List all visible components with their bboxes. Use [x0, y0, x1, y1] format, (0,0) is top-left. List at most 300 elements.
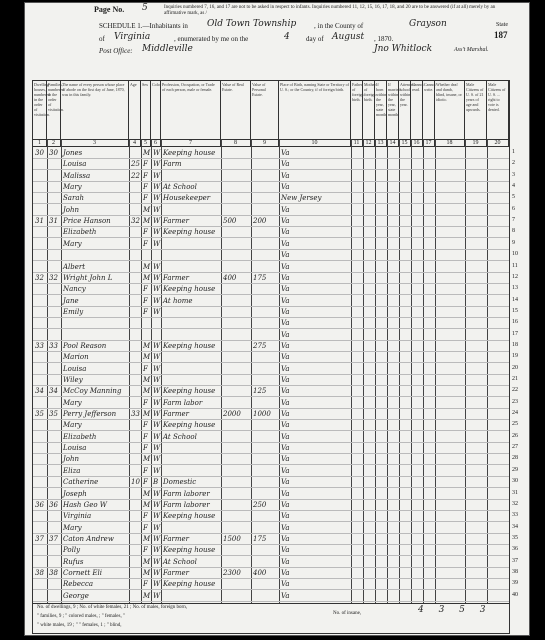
column-number: 6 [151, 139, 161, 147]
birthplace: Va [281, 557, 290, 566]
family-number [49, 511, 60, 522]
row-number: 17 [512, 330, 518, 337]
real-estate-value [223, 386, 250, 397]
person-color [153, 330, 160, 341]
person-age [131, 148, 140, 159]
personal-estate-value [253, 454, 278, 465]
personal-estate-value [253, 182, 278, 193]
dwelling-number [35, 159, 46, 170]
page-summary [32, 603, 510, 634]
person-color: W [153, 568, 161, 577]
personal-estate-value [253, 159, 278, 170]
real-estate-value [223, 364, 250, 375]
birthplace: Va [281, 410, 290, 419]
person-sex: F [143, 523, 148, 532]
column-header: Age [129, 81, 141, 139]
dwelling-number [35, 193, 46, 204]
page-number: 5 [142, 3, 148, 13]
family-number: 35 [49, 410, 58, 419]
person-age [131, 182, 140, 193]
column-number: 4 [129, 139, 141, 147]
person-color: W [153, 398, 161, 407]
page-stamp-number: 187 [494, 30, 508, 40]
occupation [163, 205, 220, 216]
person-color: W [153, 466, 161, 475]
person-name: McCoy Manning [63, 387, 122, 396]
person-age [131, 193, 140, 204]
personal-estate-value [253, 352, 278, 363]
column-number: 9 [251, 139, 279, 147]
family-number [49, 205, 60, 216]
personal-estate-value [253, 466, 278, 477]
birthplace: Va [281, 228, 290, 237]
column-header: If born within the year, state month. [375, 81, 387, 139]
person-color: W [153, 307, 161, 316]
real-estate-value [223, 432, 250, 443]
dwelling-number: 31 [35, 217, 44, 226]
dwelling-number [35, 171, 46, 182]
person-name: Wright John L [63, 273, 113, 282]
dwelling-number: 32 [35, 273, 44, 282]
real-estate-value: 1500 [223, 534, 241, 543]
occupation [163, 262, 220, 273]
person-name: Eliza [63, 466, 81, 475]
post-office-label: Post Office: [99, 47, 133, 55]
table-row [33, 420, 509, 431]
person-name: John [63, 205, 80, 214]
post-office-name: Middleville [142, 44, 193, 54]
person-name: Mary [63, 239, 82, 248]
person-name: Louisa [63, 444, 87, 453]
occupation [163, 523, 220, 534]
table-row [33, 239, 509, 250]
row-number: 2 [512, 160, 515, 167]
personal-estate-value [253, 591, 278, 602]
column-tallies: 4 3 5 3 [418, 605, 492, 615]
row-number: 35 [512, 534, 518, 541]
birthplace: Va [281, 432, 290, 441]
person-sex: F [143, 466, 148, 475]
occupation: Keeping house [163, 546, 216, 555]
occupation [163, 250, 220, 261]
person-age [131, 545, 140, 556]
person-age [131, 273, 140, 284]
dwelling-number [35, 182, 46, 193]
person-name: Wiley [63, 376, 83, 384]
occupation: Keeping house [163, 285, 216, 294]
occupation [163, 591, 220, 602]
person-sex: M [143, 489, 151, 498]
row-number: 25 [512, 421, 518, 428]
person-sex: F [143, 171, 148, 180]
person-color: W [153, 285, 161, 294]
real-estate-value [223, 341, 250, 352]
real-estate-value [223, 398, 250, 409]
birthplace: Va [281, 546, 290, 555]
person-age [131, 432, 140, 443]
family-number [49, 284, 60, 295]
occupation [163, 466, 220, 477]
dwelling-number: 30 [35, 149, 44, 157]
column-header: Value of Personal Estate. [251, 81, 279, 139]
marshal-label: Ass't Marshal. [454, 47, 489, 53]
table-row [33, 273, 509, 284]
person-color: W [153, 387, 161, 396]
dwelling-number [35, 239, 46, 250]
person-sex: F [143, 432, 148, 441]
person-name: Nancy [63, 285, 86, 294]
person-color: W [153, 273, 161, 282]
column-header: Cannot write. [423, 81, 435, 139]
person-name: Sarah [63, 194, 84, 203]
real-estate-value: 400 [223, 273, 237, 282]
family-number [49, 489, 60, 500]
row-number: 1 [512, 149, 515, 155]
person-color: B [153, 478, 159, 487]
birthplace: Va [281, 421, 290, 430]
column-number: 20 [487, 139, 509, 147]
table-row [33, 454, 509, 465]
person-age [131, 318, 140, 329]
person-age [131, 375, 140, 386]
row-number: 11 [512, 262, 518, 269]
table-row [33, 477, 509, 488]
insane-count-label: No. of insane, [333, 611, 362, 616]
person-name: Jane [63, 296, 79, 305]
birthplace: Va [281, 591, 290, 600]
person-sex: F [143, 478, 148, 487]
person-sex: F [143, 364, 148, 373]
person-age [131, 534, 140, 545]
person-age: 32 [131, 217, 140, 226]
personal-estate-value [253, 398, 278, 409]
column-number: 19 [465, 139, 487, 147]
real-estate-value [223, 182, 250, 193]
column-header: Cannot read. [411, 81, 423, 139]
family-number [49, 545, 60, 556]
person-name: Polly [63, 546, 81, 555]
family-number [49, 250, 60, 261]
real-estate-value [223, 262, 250, 273]
enumeration-day: 4 [284, 32, 290, 42]
person-sex: M [143, 262, 151, 271]
dwelling-number [35, 398, 46, 409]
family-number [49, 454, 60, 465]
personal-estate-value [253, 193, 278, 204]
occupation: Farmer [163, 534, 190, 543]
summary-line-2: " families, 9 ; " colored males, ; " females, " [37, 614, 126, 619]
row-number: 28 [512, 455, 518, 462]
person-color: W [153, 171, 161, 180]
family-number: 32 [49, 273, 58, 282]
person-sex: M [143, 534, 151, 543]
dwelling-number [35, 477, 46, 488]
column-number: 15 [399, 139, 411, 147]
table-row [33, 523, 509, 534]
column-header: Father of foreign birth. [351, 81, 363, 139]
birthplace: Va [281, 273, 290, 282]
person-color: W [153, 455, 161, 464]
person-age [131, 364, 140, 375]
page-label: Page No. [94, 5, 125, 14]
column-number: 16 [411, 139, 423, 147]
summary-line-3: " white males, 19 ; " " females, 1 ; " blind, [37, 623, 122, 628]
table-row [33, 466, 509, 477]
person-name: Marion [63, 353, 89, 362]
birthplace: Va [281, 568, 290, 577]
dwelling-number [35, 579, 46, 590]
person-sex: F [143, 228, 148, 237]
occupation: Farm labor [163, 398, 203, 407]
column-header: Mother of foreign birth. [363, 81, 375, 139]
birthplace: Va [281, 534, 290, 543]
person-name: Albert [63, 262, 86, 271]
real-estate-value [223, 443, 250, 454]
row-number: 14 [512, 296, 518, 303]
dwelling-number [35, 454, 46, 465]
person-sex [143, 250, 150, 261]
row-number: 32 [512, 500, 518, 507]
person-age [131, 307, 140, 318]
family-number [49, 557, 60, 568]
personal-estate-value [253, 579, 278, 590]
row-number: 29 [512, 466, 518, 473]
birthplace: Va [281, 580, 290, 589]
occupation: Keeping house [163, 228, 216, 237]
table-row [33, 557, 509, 568]
person-color: W [153, 580, 161, 589]
person-age: 10 [131, 478, 140, 487]
person-name: Joseph [63, 489, 87, 498]
instructions-notice: Inquiries numbered 7, 16, and 17 are not to be asked in respect to infants. Inquiries numbered 11, 12, 15, 16, 17, 18, and 20 are to be answered (if at all) merely by an affirmative mark, as / [164, 5, 496, 16]
birthplace: Va [281, 478, 290, 487]
table-row [33, 500, 509, 511]
birthplace: Va [281, 387, 290, 396]
row-number: 6 [512, 205, 515, 212]
dwelling-number [35, 420, 46, 431]
column-header: Male Citizens of U. S. of 21 years of age and upwards. [465, 81, 487, 139]
personal-estate-value: 275 [253, 341, 267, 350]
personal-estate-value: 175 [253, 273, 267, 282]
column-number: 2 [47, 139, 61, 147]
table-row [33, 398, 509, 409]
real-estate-value [223, 591, 250, 602]
person-age [131, 398, 140, 409]
column-header: Dwelling-houses, numbered in the order of visitation. [33, 81, 47, 139]
column-header: Profession, Occupation, or Trade of each person, male or female. [161, 81, 221, 139]
real-estate-value [223, 205, 250, 216]
occupation [163, 443, 220, 454]
personal-estate-value [253, 420, 278, 431]
family-number [49, 443, 60, 454]
column-number: 17 [423, 139, 435, 147]
person-name: Rebecca [63, 580, 94, 589]
column-header: Attended school within the year. [399, 81, 411, 139]
table-row [33, 579, 509, 590]
person-sex [143, 318, 150, 329]
table-row [33, 409, 509, 420]
personal-estate-value [253, 364, 278, 375]
real-estate-value [223, 454, 250, 465]
person-name: Mary [63, 398, 82, 407]
birthplace: Va [281, 307, 290, 316]
person-age [131, 511, 140, 522]
person-name: Perry Jefferson [63, 410, 117, 419]
person-age [131, 341, 140, 352]
person-age [131, 579, 140, 590]
person-age [131, 205, 140, 216]
personal-estate-value [253, 330, 278, 341]
person-color: W [153, 557, 161, 566]
family-number [49, 193, 60, 204]
census-sheet [24, 2, 530, 636]
column-number: 12 [363, 139, 375, 147]
real-estate-value [223, 511, 250, 522]
row-number: 12 [512, 273, 518, 280]
person-age [131, 352, 140, 363]
row-number: 8 [512, 228, 515, 235]
table-row [33, 216, 509, 227]
column-number: 11 [351, 139, 363, 147]
occupation [163, 171, 220, 182]
real-estate-value [223, 239, 250, 250]
personal-estate-value [253, 523, 278, 534]
person-color: W [153, 591, 161, 600]
column-number: 18 [435, 139, 465, 147]
real-estate-value: 2300 [223, 568, 241, 577]
dwelling-number: 33 [35, 341, 44, 350]
census-table [32, 80, 510, 604]
table-row [33, 227, 509, 238]
table-row [33, 205, 509, 216]
person-name: Mary [63, 421, 82, 430]
dwelling-number [35, 443, 46, 454]
table-row [33, 193, 509, 204]
occupation [163, 307, 220, 318]
person-age [131, 239, 140, 250]
person-age [131, 523, 140, 534]
occupation: Farm laborer [163, 489, 210, 498]
family-number [49, 591, 60, 602]
real-estate-value [223, 318, 250, 329]
person-sex: F [143, 285, 148, 294]
family-number [49, 375, 60, 386]
personal-estate-value: 250 [253, 500, 267, 509]
dwelling-number [35, 489, 46, 500]
personal-estate-value [253, 250, 278, 261]
dwelling-number [35, 318, 46, 329]
table-row [33, 568, 509, 579]
table-row [33, 545, 509, 556]
dwelling-number: 38 [35, 568, 44, 577]
birthplace: Va [281, 330, 290, 339]
row-number: 4 [512, 183, 515, 190]
personal-estate-value [253, 148, 278, 159]
table-row [33, 171, 509, 182]
row-number: 21 [512, 376, 518, 382]
family-number [49, 330, 60, 341]
column-header: Families, numbered in the order of visitation. [47, 81, 61, 139]
row-number: 13 [512, 285, 518, 292]
occupation [163, 318, 220, 329]
person-name [63, 250, 128, 261]
personal-estate-value [253, 284, 278, 295]
person-name: Louisa [63, 160, 87, 169]
row-number: 31 [512, 489, 518, 496]
personal-estate-value [253, 239, 278, 250]
real-estate-value: 2000 [223, 410, 241, 419]
person-name: Catherine [63, 478, 99, 487]
occupation: At home [163, 296, 193, 305]
person-age [131, 454, 140, 465]
personal-estate-value [253, 443, 278, 454]
person-age [131, 386, 140, 397]
birthplace: Va [281, 296, 290, 305]
occupation: Farm [163, 160, 182, 169]
row-number: 22 [512, 387, 518, 394]
table-row [33, 262, 509, 273]
family-number [49, 227, 60, 238]
personal-estate-value [253, 375, 278, 386]
person-name [63, 330, 128, 341]
family-number [49, 159, 60, 170]
person-color: W [153, 262, 161, 271]
person-name: Malissa [63, 171, 91, 180]
person-age [131, 443, 140, 454]
real-estate-value [223, 193, 250, 204]
person-color: W [153, 341, 161, 350]
column-number: 8 [221, 139, 251, 147]
person-age [131, 568, 140, 579]
real-estate-value [223, 352, 250, 363]
table-row [33, 375, 509, 386]
family-number: 31 [49, 217, 58, 226]
person-sex: F [143, 239, 148, 248]
family-number [49, 171, 60, 182]
person-name: Virginia [63, 512, 92, 521]
dwelling-number [35, 466, 46, 477]
family-number [49, 182, 60, 193]
family-number [49, 432, 60, 443]
family-number [49, 364, 60, 375]
column-header: Value of Real Estate. [221, 81, 251, 139]
person-sex: M [143, 568, 151, 577]
row-number: 24 [512, 410, 518, 417]
birthplace: Va [281, 205, 290, 214]
birthplace: Va [281, 398, 290, 407]
dwelling-number [35, 511, 46, 522]
person-age [131, 296, 140, 307]
dwelling-number [35, 296, 46, 307]
person-sex: M [143, 500, 151, 509]
state-of-label: of [99, 35, 105, 43]
person-age: 22 [131, 171, 140, 180]
personal-estate-value [253, 432, 278, 443]
real-estate-value [223, 466, 250, 477]
person-color: W [153, 183, 161, 192]
person-color: W [153, 421, 161, 430]
occupation [163, 375, 220, 386]
person-age [131, 262, 140, 273]
person-name: John [63, 455, 80, 464]
occupation: Domestic [163, 478, 197, 487]
person-age [131, 227, 140, 238]
personal-estate-value [253, 477, 278, 488]
real-estate-value [223, 250, 250, 261]
enumeration-year: , 1870. [374, 35, 394, 43]
column-header: Color [151, 81, 161, 139]
column-header: If married within the year, state month. [387, 81, 399, 139]
